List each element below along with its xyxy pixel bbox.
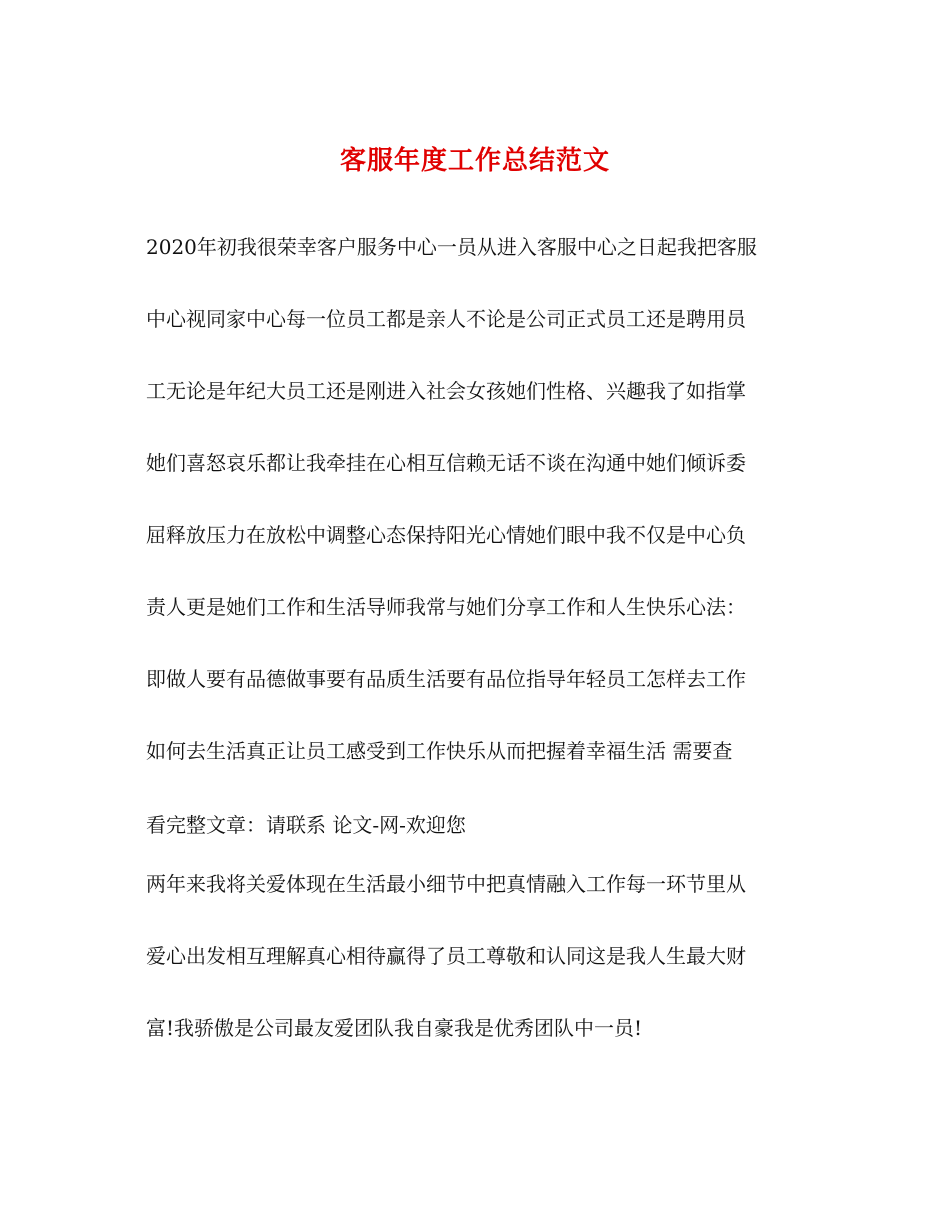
paragraph-line: 工无论是年纪大员工还是刚进入社会女孩她们性格、兴趣我了如指掌 (146, 379, 746, 403)
paragraph-line: 屈释放压力在放松中调整心态保持阳光心情她们眼中我不仅是中心负 (146, 523, 746, 547)
paragraph-line: 即做人要有品德做事要有品质生活要有品位指导年轻员工怎样去工作 (146, 667, 746, 691)
paragraph-line: 爱心出发相互理解真心相待赢得了员工尊敬和认同这是我人生最大财 (146, 944, 746, 968)
paragraph-line: 看完整文章：请联系 论文-网-欢迎您 (146, 813, 466, 837)
paragraph-line: 2020年初我很荣幸客户服务中心一员从进入客服中心之日起我把客服 (146, 235, 757, 259)
document-title: 客服年度工作总结范文 (339, 146, 610, 176)
paragraph-line: 中心视同家中心每一位员工都是亲人不论是公司正式员工还是聘用员 (146, 307, 746, 331)
paragraph-line: 两年来我将关爱体现在生活最小细节中把真情融入工作每一环节里从 (146, 872, 746, 896)
paragraph-line: 责人更是她们工作和生活导师我常与她们分享工作和人生快乐心法： (146, 595, 746, 619)
paragraph-line: 富!我骄傲是公司最友爱团队我自豪我是优秀团队中一员! (146, 1016, 643, 1040)
paragraph-line: 如何去生活真正让员工感受到工作快乐从而把握着幸福生活 需要查 (146, 739, 733, 763)
paragraph-line: 她们喜怒哀乐都让我牵挂在心相互信赖无话不谈在沟通中她们倾诉委 (146, 451, 746, 475)
